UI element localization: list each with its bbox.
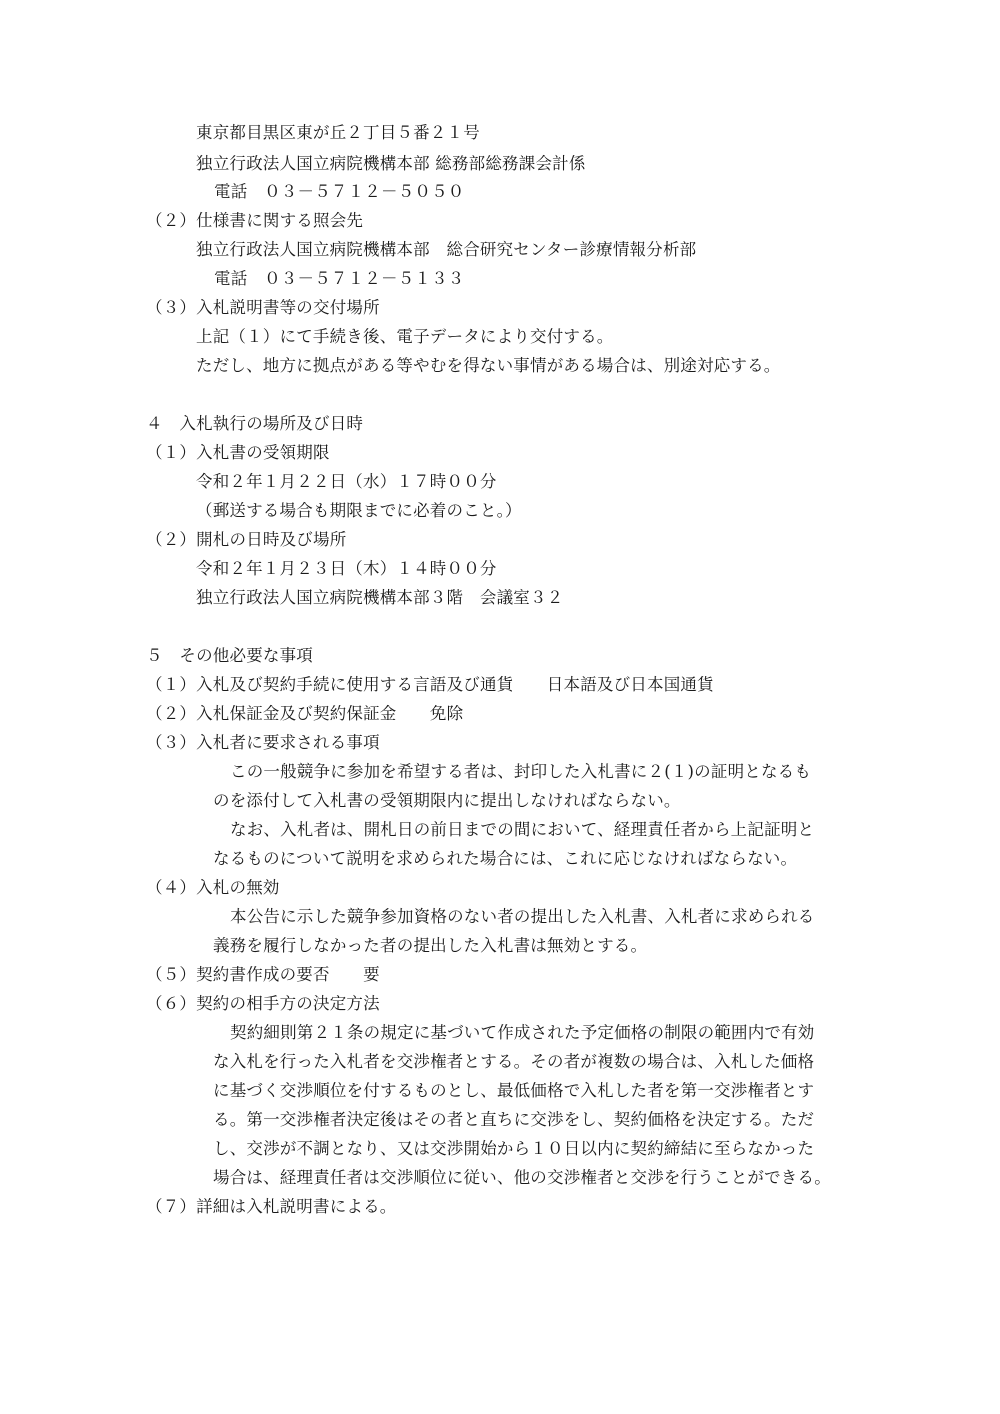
paragraph-line: なるものについて説明を求められた場合には、これに応じなければならない。 <box>213 849 798 868</box>
section-heading: （２）開札の日時及び場所 <box>146 530 347 549</box>
paragraph-line: ただし、地方に拠点がある等やむを得ない事情がある場合は、別途対応する。 <box>196 356 781 375</box>
section-title: ５ その他必要な事項 <box>146 646 313 665</box>
date-line: 令和２年１月２２日（水）１７時００分 <box>196 472 497 491</box>
section-heading: （５）契約書作成の要否 要 <box>146 965 380 984</box>
section-heading: （６）契約の相手方の決定方法 <box>146 994 380 1013</box>
phone-line: 電話 ０３－５７１２－５０５０ <box>214 182 465 201</box>
paragraph-line: 契約細則第２１条の規定に基づいて作成された予定価格の制限の範囲内で有効 <box>230 1023 815 1042</box>
paragraph-line: 場合は、経理責任者は交渉順位に従い、他の交渉権者と交渉を行うことができる。 <box>213 1168 831 1187</box>
paragraph-line: に基づく交渉順位を付するものとし、最低価格で入札した者を第一交渉権者とす <box>213 1081 815 1100</box>
section-title: ４ 入札執行の場所及び日時 <box>146 414 364 433</box>
section-heading: （２）入札保証金及び契約保証金 免除 <box>146 704 464 723</box>
office-line: 独立行政法人国立病院機構本部 総務部総務課会計係 <box>196 154 586 173</box>
note-line: （郵送する場合も期限までに必着のこと。） <box>196 501 522 520</box>
section-heading: （１）入札及び契約手続に使用する言語及び通貨 日本語及び日本国通貨 <box>146 675 714 694</box>
phone-line: 電話 ０３－５７１２－５１３３ <box>214 269 465 288</box>
section-heading: （７）詳細は入札説明書による。 <box>146 1197 397 1216</box>
section-heading: （１）入札書の受領期限 <box>146 443 330 462</box>
paragraph-line: なお、入札者は、開札日の前日までの間において、経理責任者から上記証明と <box>230 820 815 839</box>
address-line: 東京都目黒区東が丘２丁目５番２１号 <box>196 123 480 142</box>
section-heading: （４）入札の無効 <box>146 878 280 897</box>
paragraph-line: 義務を履行しなかった者の提出した入札書は無効とする。 <box>213 936 648 955</box>
paragraph-line: し、交渉が不調となり、又は交渉開始から１０日以内に契約締結に至らなかった <box>213 1139 815 1158</box>
paragraph-line: 本公告に示した競争参加資格のない者の提出した入札書、入札者に求められる <box>230 907 815 926</box>
location-line: 独立行政法人国立病院機構本部３階 会議室３２ <box>196 588 564 607</box>
paragraph-line: のを添付して入札書の受領期限内に提出しなければならない。 <box>213 791 681 810</box>
paragraph-line: この一般競争に参加を希望する者は、封印した入札書に２(１)の証明となるも <box>230 762 812 781</box>
paragraph-line: な入札を行った入札者を交渉権者とする。その者が複数の場合は、入札した価格 <box>213 1052 815 1071</box>
section-heading: （２）仕様書に関する照会先 <box>146 211 364 230</box>
paragraph-line: 上記（１）にて手続き後、電子データにより交付する。 <box>196 327 614 346</box>
office-line: 独立行政法人国立病院機構本部 総合研究センター診療情報分析部 <box>196 240 697 259</box>
date-line: 令和２年１月２３日（木）１４時００分 <box>196 559 497 578</box>
paragraph-line: る。第一交渉権者決定後はその者と直ちに交渉をし、契約価格を決定する。ただ <box>213 1110 815 1129</box>
section-heading: （３）入札説明書等の交付場所 <box>146 298 380 317</box>
section-heading: （３）入札者に要求される事項 <box>146 733 380 752</box>
